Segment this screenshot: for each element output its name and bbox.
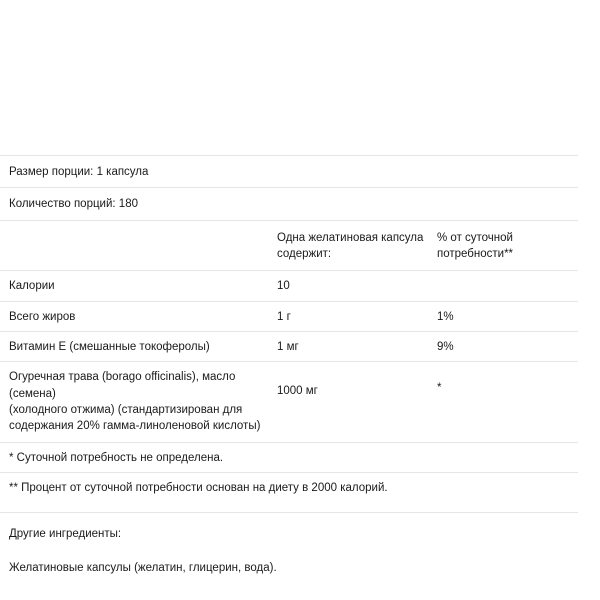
nutrient-name-line3: содержания 20% гамма-линоленовой кислоты) (9, 420, 261, 433)
nutrient-daily-value: 1% (437, 310, 454, 323)
table-row (0, 331, 578, 361)
other-ingredients-text: Желатиновые капсулы (желатин, глицерин, вода). (9, 561, 277, 574)
header-amount-line1: Одна желатиновая капсула (277, 231, 424, 244)
nutrient-name: Витамин E (смешанные токоферолы) (9, 340, 210, 353)
footnote-percent-daily-values: ** Процент от суточной потребности основан на диету в 2000 калорий. (0, 472, 578, 502)
nutrient-name (0, 369, 277, 434)
header-daily-value-column: % от суточной потребности** (437, 231, 514, 260)
nutrient-amount: 1000 мг (277, 385, 318, 398)
nutrient-daily-value: * (437, 382, 442, 395)
supplement-facts-panel (0, 155, 578, 576)
nutrient-amount: 1 г (277, 310, 291, 323)
nutrient-daily-value: 9% (437, 340, 454, 353)
nutrient-amount: 10 (277, 280, 290, 293)
serving-size-text: Размер порции: 1 капсула (9, 166, 149, 178)
header-amount-column (277, 230, 437, 263)
other-ingredients-title: Другие ингредиенты: (9, 528, 122, 541)
nutrient-name: Всего жиров (9, 310, 76, 323)
nutrient-name-line1: Огуречная трава (borago officinalis), масло (семена) (9, 371, 236, 400)
other-ingredients-section (0, 512, 578, 576)
table-row (0, 270, 578, 300)
nutrient-amount: 1 мг (277, 340, 299, 353)
table-header-row (0, 220, 578, 271)
footnote-daily-value-not-established: * Суточной потребность не определена. (0, 442, 578, 472)
nutrient-name-line2: (холодного отжима) (стандартизирован для (9, 403, 243, 416)
nutrient-name: Калории (9, 280, 55, 293)
servings-per-container-text: Количество порций: 180 (9, 198, 138, 211)
servings-per-container-row (0, 187, 578, 219)
serving-size-row (0, 155, 578, 187)
table-row (0, 301, 578, 331)
header-amount-line2: содержит: (277, 247, 332, 260)
table-row (0, 361, 578, 441)
